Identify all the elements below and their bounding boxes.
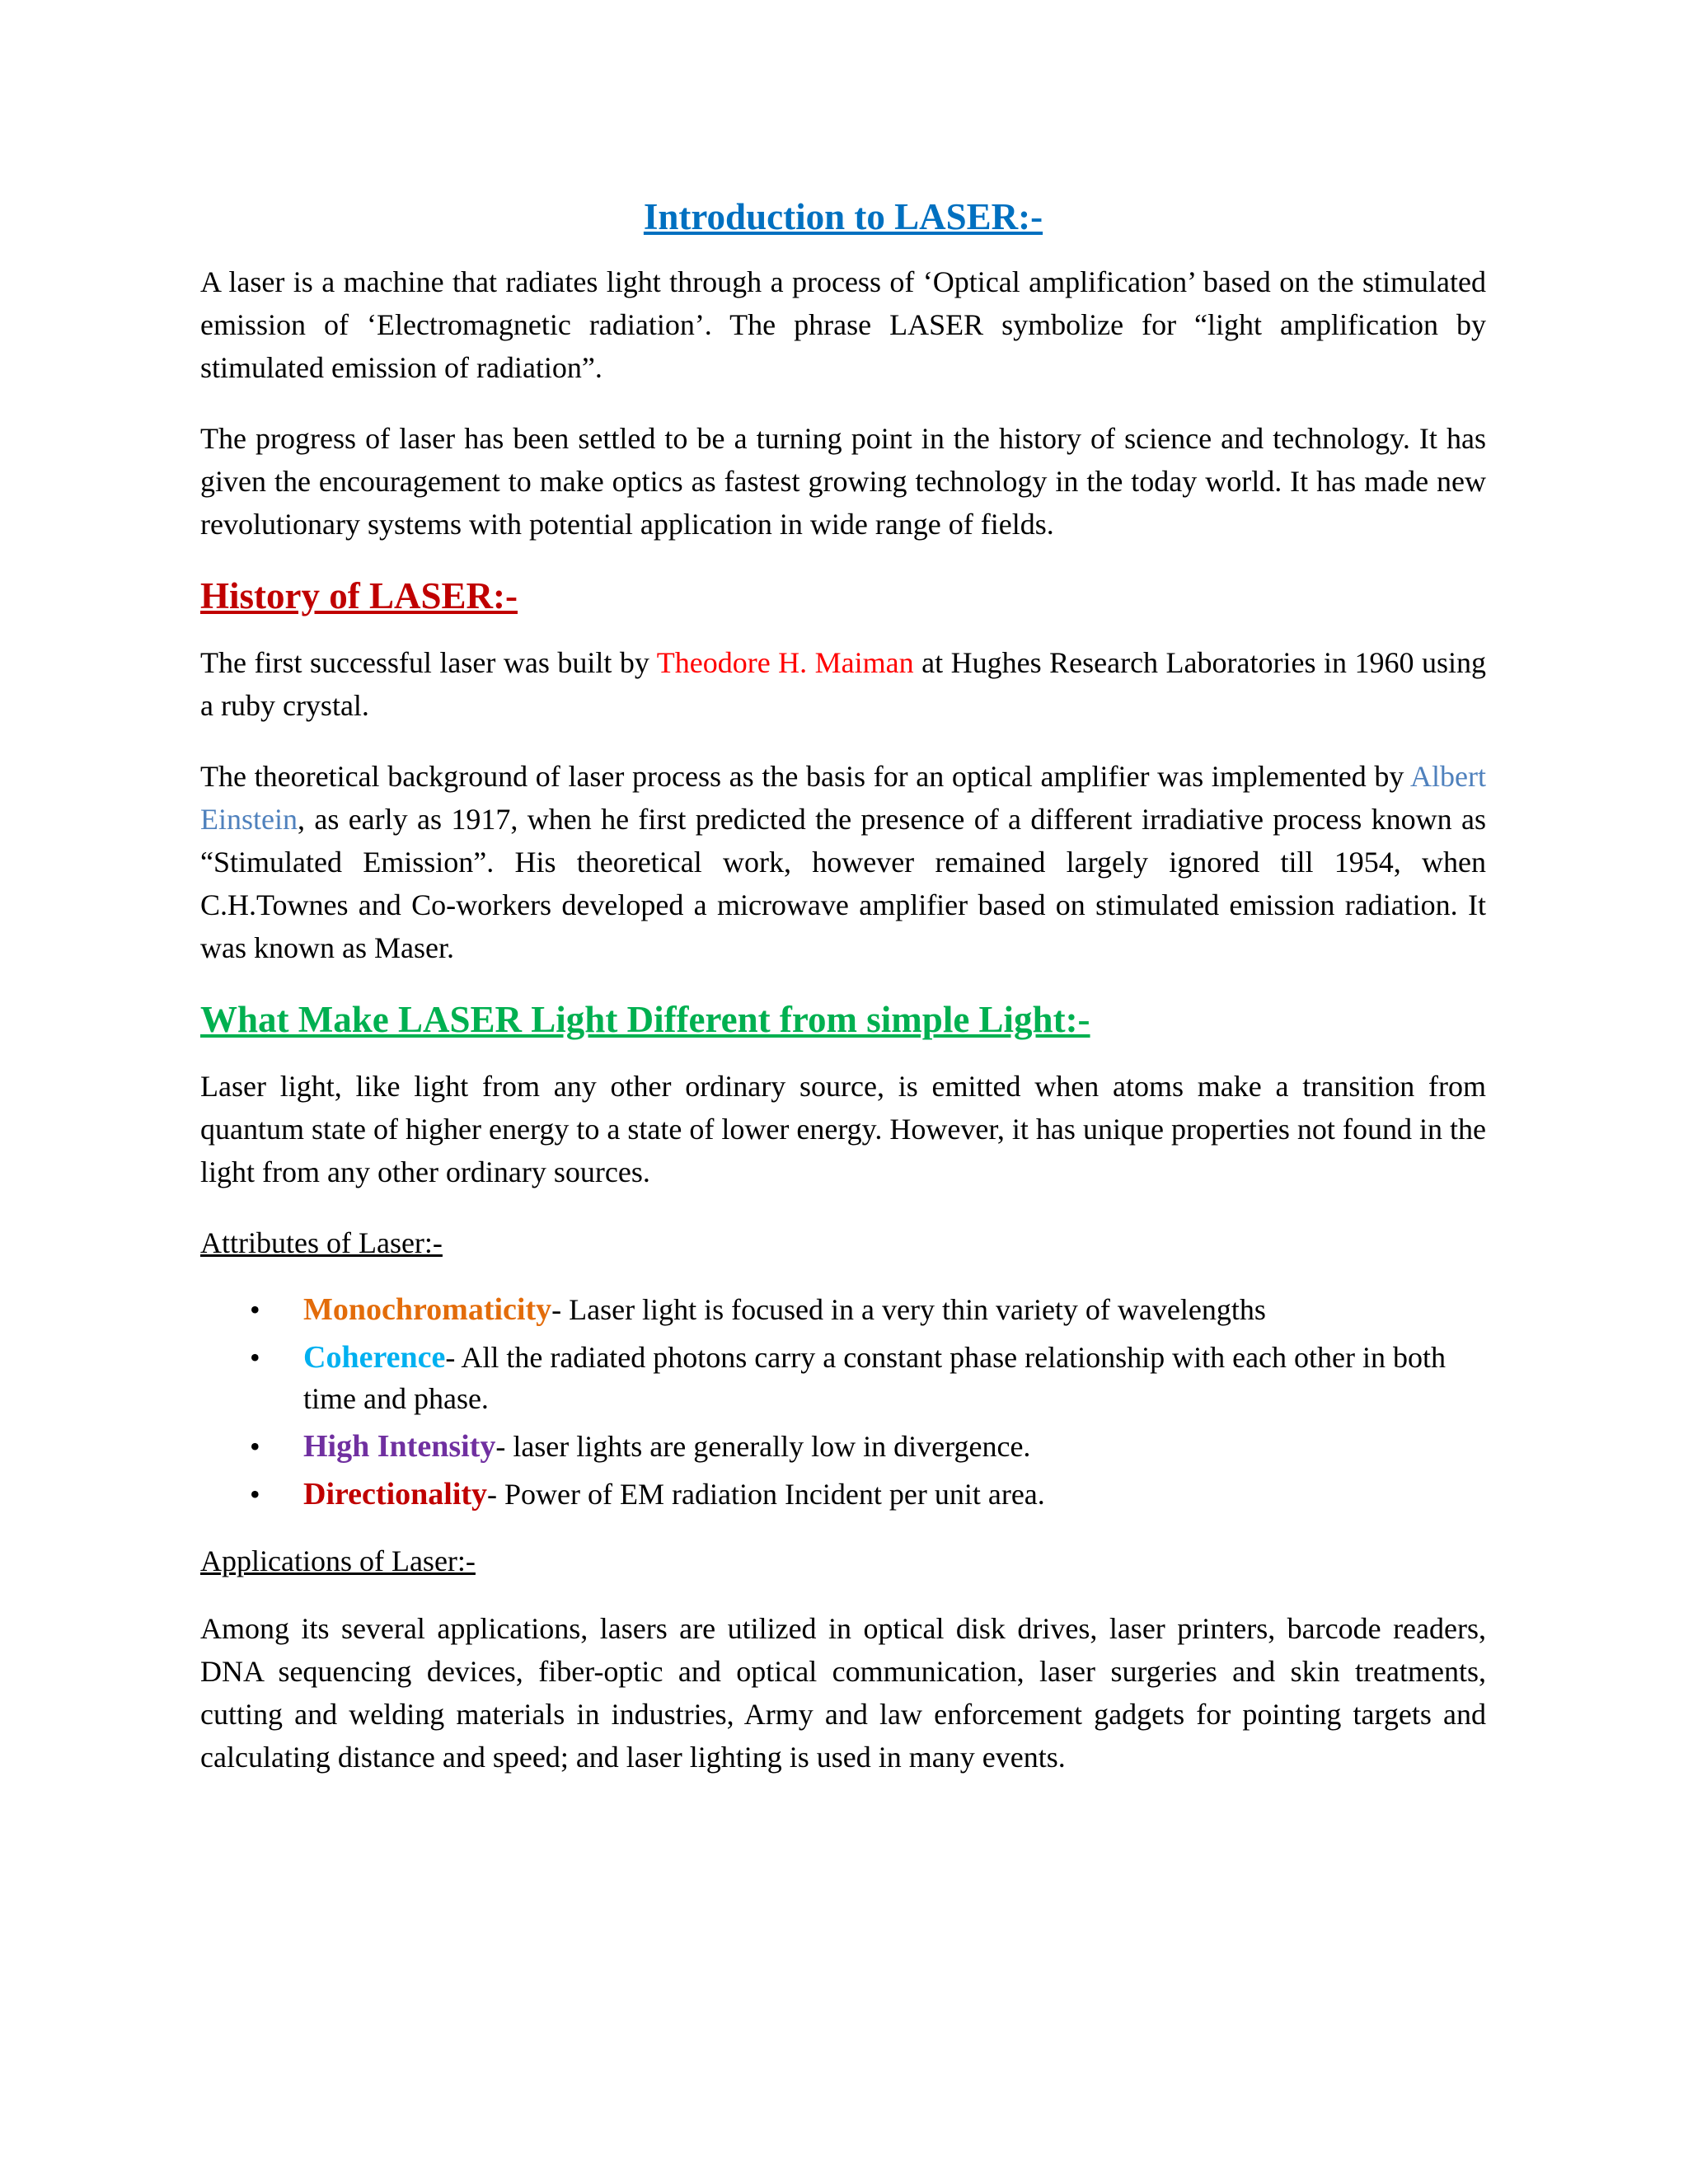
attribute-term: High Intensity	[303, 1429, 496, 1464]
document-body	[200, 194, 1486, 1807]
list-item	[200, 1337, 1486, 1419]
history-p2-text-before: The theoretical background of laser process as the basis for an optical amplifier was implemented by	[200, 760, 1411, 793]
intro-paragraph-2: The progress of laser has been settled to be a turning point in the history of science and technology. It has given the encouragement to make optics as fastest growing technology in the today world. It has made new revolutionary systems with potential application in wide range of fields.	[200, 422, 1486, 541]
history-p1-text-after: at Hughes Research Laboratories in 1960 using a ruby crystal.	[200, 646, 1486, 722]
difference-paragraph: Laser light, like light from any other ordinary source, is emitted when atoms make a transition from quantum state of higher energy to a state of lower energy. However, it has unique properties not found in the light from any other ordinary sources.	[200, 1070, 1486, 1188]
maiman-name: Theodore H. Maiman	[656, 646, 914, 679]
history-p2-text-after: , as early as 1917, when he first predicted the presence of a different irradiative process known as “Stimulated Emission”. His theoretical work, however remained largely ignored till 1954, when C.H.Townes and Co-workers developed a microwave amplifier based on stimulated emission radiation. It was known as Maser.	[200, 803, 1486, 964]
attribute-desc: - laser lights are generally low in divergence.	[495, 1430, 1031, 1463]
history-paragraph-1	[200, 641, 1486, 727]
bullet-icon: •	[250, 1430, 260, 1463]
history-heading: History of LASER:-	[200, 575, 518, 616]
bullet-icon: •	[250, 1341, 260, 1374]
applications-paragraph: Among its several applications, lasers are utilized in optical disk drives, laser printers, barcode readers, DNA sequencing devices, fiber-optic and optical communication, laser surgeries and skin treatments, cutting and welding materials in industries, Army and law enforcement gadgets for pointing targets and calculating distance and speed; and laser lighting is used in many events.	[200, 1612, 1486, 1774]
page-title: Introduction to LASER:-	[643, 196, 1043, 237]
list-item	[200, 1474, 1486, 1515]
bullet-icon: •	[250, 1293, 260, 1326]
bullet-icon: •	[250, 1478, 260, 1511]
attributes-list	[200, 1289, 1486, 1515]
difference-heading: What Make LASER Light Different from simple Light:-	[200, 999, 1090, 1040]
attribute-desc: - Laser light is focused in a very thin variety of wavelengths	[551, 1293, 1266, 1326]
history-p1-text-before: The first successful laser was built by	[200, 646, 657, 679]
list-item	[200, 1426, 1486, 1467]
attributes-heading: Attributes of Laser:-	[200, 1226, 443, 1259]
attribute-desc: - All the radiated photons carry a constant phase relationship with each other in both time and phase.	[303, 1341, 1447, 1415]
attribute-term: Coherence	[303, 1340, 446, 1375]
history-paragraph-2	[200, 755, 1486, 969]
einstein-name: Albert Einstein	[200, 760, 1486, 836]
attribute-desc: - Power of EM radiation Incident per unit area.	[487, 1478, 1045, 1511]
list-item	[200, 1289, 1486, 1330]
intro-paragraph-1: A laser is a machine that radiates light through a process of ‘Optical amplification’ based on the stimulated emission of ‘Electromagnetic radiation’. The phrase LASER symbolize for “light amplification by stimulated emission of radiation”.	[200, 265, 1486, 384]
applications-heading: Applications of Laser:-	[200, 1544, 476, 1577]
attribute-term: Monochromaticity	[303, 1292, 552, 1327]
attribute-term: Directionality	[303, 1477, 488, 1511]
